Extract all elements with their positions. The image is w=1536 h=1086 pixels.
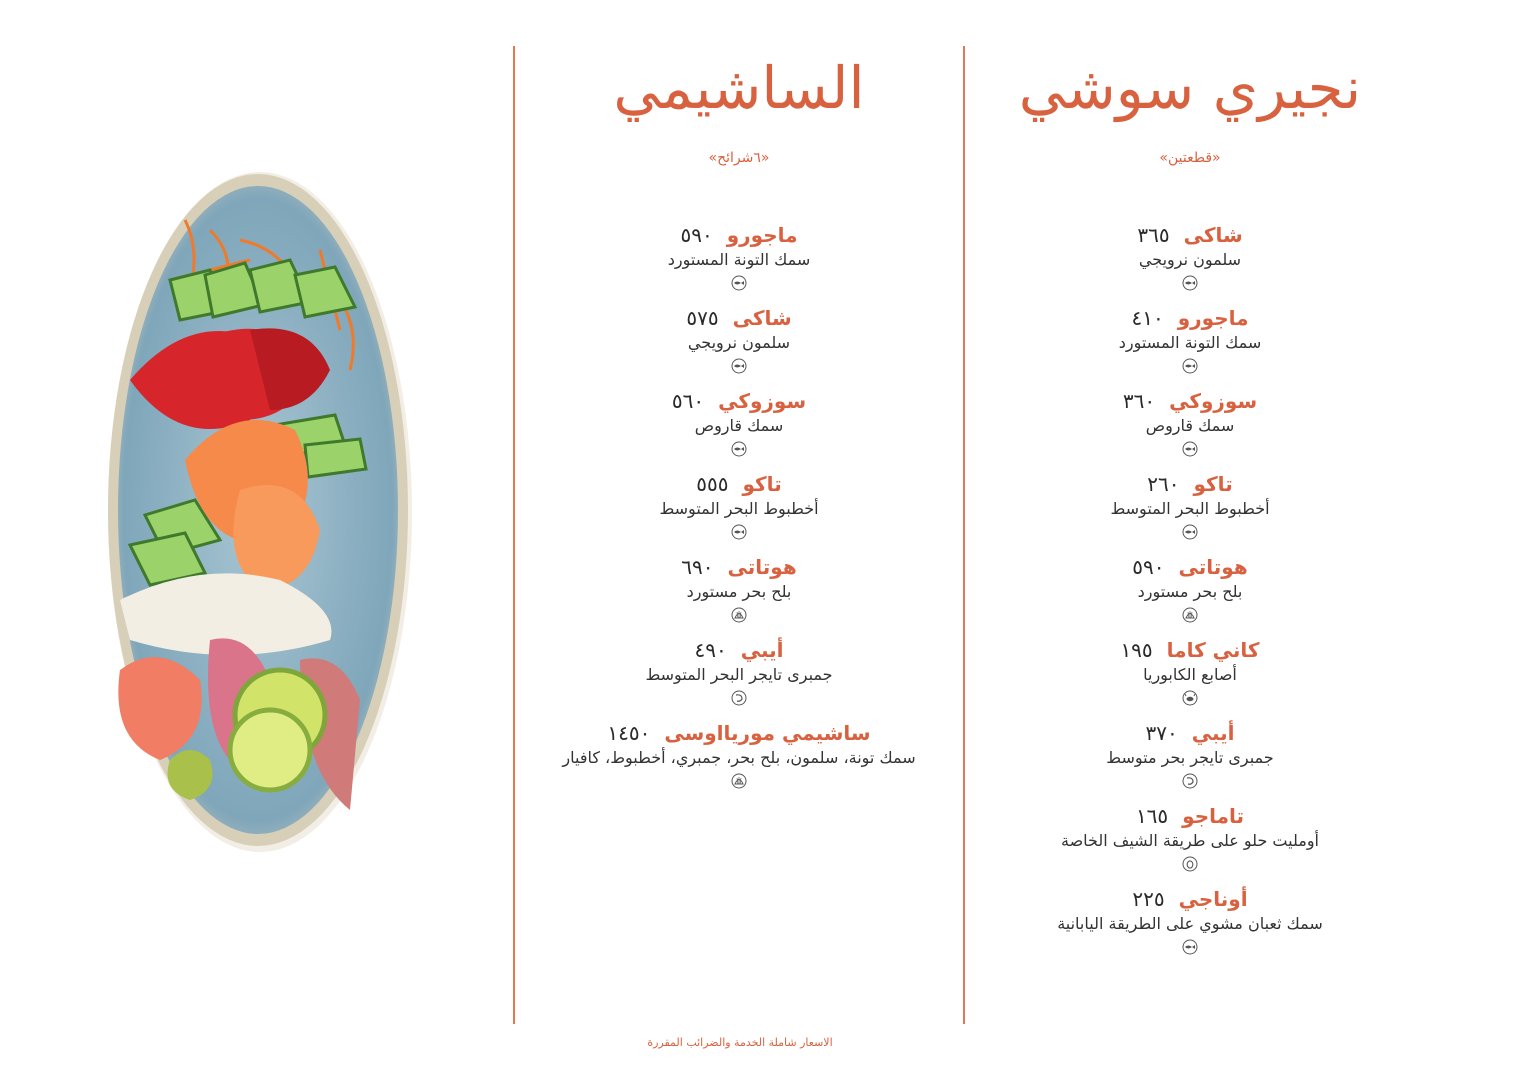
menu-item-header [519, 305, 959, 331]
menu-item-name: أيبي [1191, 721, 1235, 745]
menu-item-header [519, 388, 959, 414]
menu-item-description: سمك تونة، سلمون، بلح بحر، جمبري، أخطبوط، كافيار [562, 748, 916, 767]
menu-item-description: أومليت حلو على طريقة الشيف الخاصة [1061, 831, 1319, 850]
menu-item-name: تاكو [742, 472, 782, 496]
egg-icon [1182, 856, 1198, 872]
menu-item-name: هوتاتى [727, 555, 797, 579]
menu-item-price: ٣٦٥ [1137, 223, 1170, 247]
menu-item-description: أخطبوط البحر المتوسط [659, 499, 819, 518]
menu-item-header [970, 720, 1410, 746]
menu-item-list [519, 218, 959, 799]
menu-item-price: ١٦٥ [1135, 804, 1169, 828]
menu-item-price: ٤١٠ [1131, 306, 1164, 330]
menu-item-price: ٥٥٥ [696, 472, 729, 496]
menu-item-price: ٤٩٠ [694, 638, 727, 662]
menu-item-description: جمبرى تايجر بحر متوسط [1106, 748, 1274, 767]
section-subtitle: «٦شرائح» [708, 150, 770, 166]
menu-item-header [970, 388, 1410, 414]
menu-item-price: ٥٦٠ [671, 389, 705, 413]
column-divider-right [963, 46, 965, 1024]
menu-item-name: ماجورو [726, 223, 798, 247]
menu-item-price: ٥٩٠ [1132, 555, 1165, 579]
menu-item [970, 384, 1410, 467]
fish-icon [731, 275, 747, 291]
menu-item-price: ٢٦٠ [1147, 472, 1180, 496]
menu-item-description: بلح بحر مستورد [1137, 582, 1243, 601]
menu-item-description: سمك التونة المستورد [1118, 333, 1262, 352]
menu-item [519, 384, 959, 467]
menu-item [970, 550, 1410, 633]
menu-item-name: سوزوكي [718, 389, 807, 413]
menu-item [970, 301, 1410, 384]
menu-item-header [519, 471, 959, 497]
menu-item-name: أيبي [740, 638, 784, 662]
fish-icon [731, 358, 747, 374]
menu-item-name: ماجورو [1177, 306, 1249, 330]
menu-item-name: شاكى [1183, 223, 1243, 247]
fish-icon [731, 441, 747, 457]
menu-item-name: تاماجو [1182, 804, 1245, 828]
fish-icon [1182, 441, 1198, 457]
shrimp-icon [731, 690, 747, 706]
menu-item-description: سمك قاروص [694, 416, 784, 435]
menu-item [970, 716, 1410, 799]
sashimi-section [519, 40, 959, 799]
menu-item-price: ٥٧٥ [686, 306, 719, 330]
menu-item-list [970, 218, 1410, 965]
menu-item-description: سمك ثعبان مشوي على الطريقة اليابانية [1057, 914, 1323, 933]
menu-item-description: جمبرى تايجر البحر المتوسط [645, 665, 833, 684]
menu-item-header [519, 720, 959, 746]
menu-item-name: تاكو [1193, 472, 1233, 496]
menu-item [970, 799, 1410, 882]
menu-item [519, 301, 959, 384]
menu-item-price: ٦٩٠ [681, 555, 714, 579]
section-title: نجيري سوشي [1018, 54, 1362, 122]
menu-item [519, 716, 959, 799]
menu-item-header [970, 471, 1410, 497]
section-title: الساشيمي [613, 54, 865, 122]
shell-icon [1182, 607, 1198, 623]
menu-item-header [970, 886, 1410, 912]
fish-icon [1182, 939, 1198, 955]
menu-item-price: ٣٦٠ [1122, 389, 1156, 413]
shell-icon [731, 773, 747, 789]
menu-item [519, 633, 959, 716]
menu-item-description: سمك قاروص [1145, 416, 1235, 435]
fish-icon [1182, 275, 1198, 291]
menu-item-description: أخطبوط البحر المتوسط [1110, 499, 1270, 518]
sashimi-plate-image [90, 160, 430, 860]
menu-item-price: ٢٢٥ [1132, 887, 1165, 911]
menu-item [519, 550, 959, 633]
menu-item-name: شاكى [732, 306, 792, 330]
menu-item [970, 633, 1410, 716]
menu-item-header [519, 637, 959, 663]
menu-item-price: ١٩٥ [1120, 638, 1153, 662]
crab-icon [1182, 690, 1198, 706]
nigiri-section [970, 40, 1410, 965]
menu-item-description: سمك التونة المستورد [667, 250, 811, 269]
menu-item-header [519, 222, 959, 248]
menu-item-name: كاني كاما [1166, 638, 1260, 662]
menu-item-description: بلح بحر مستورد [686, 582, 792, 601]
column-divider-left [513, 46, 515, 1024]
menu-item [970, 882, 1410, 965]
menu-item-price: ٣٧٠ [1145, 721, 1178, 745]
menu-item-name: هوتاتى [1178, 555, 1248, 579]
menu-item-header [970, 803, 1410, 829]
menu-item [519, 218, 959, 301]
menu-item-header [970, 222, 1410, 248]
footer-note: الاسعار شاملة الخدمة والضرائب المقررة [647, 1036, 833, 1049]
menu-item-name: سوزوكي [1169, 389, 1258, 413]
menu-item [519, 467, 959, 550]
menu-item-description: سلمون نرويجي [1138, 250, 1242, 269]
menu-item-header [519, 554, 959, 580]
fish-icon [731, 524, 747, 540]
menu-item-name: ساشيمي موريااوسى [664, 721, 871, 745]
shell-icon [731, 607, 747, 623]
menu-item-name: أوناجي [1178, 887, 1248, 911]
menu-item-price: ٥٩٠ [680, 223, 713, 247]
menu-item-header [970, 554, 1410, 580]
menu-item-header [970, 637, 1410, 663]
menu-item-description: أصابع الكابوريا [1143, 665, 1237, 684]
section-subtitle: «قطعتين» [1159, 150, 1221, 166]
fish-icon [1182, 358, 1198, 374]
menu-item [970, 218, 1410, 301]
menu-item-price: ١٤٥٠ [607, 721, 651, 745]
menu-item-description: سلمون نرويجي [687, 333, 791, 352]
menu-item [970, 467, 1410, 550]
fish-icon [1182, 524, 1198, 540]
menu-item-header [970, 305, 1410, 331]
shrimp-icon [1182, 773, 1198, 789]
